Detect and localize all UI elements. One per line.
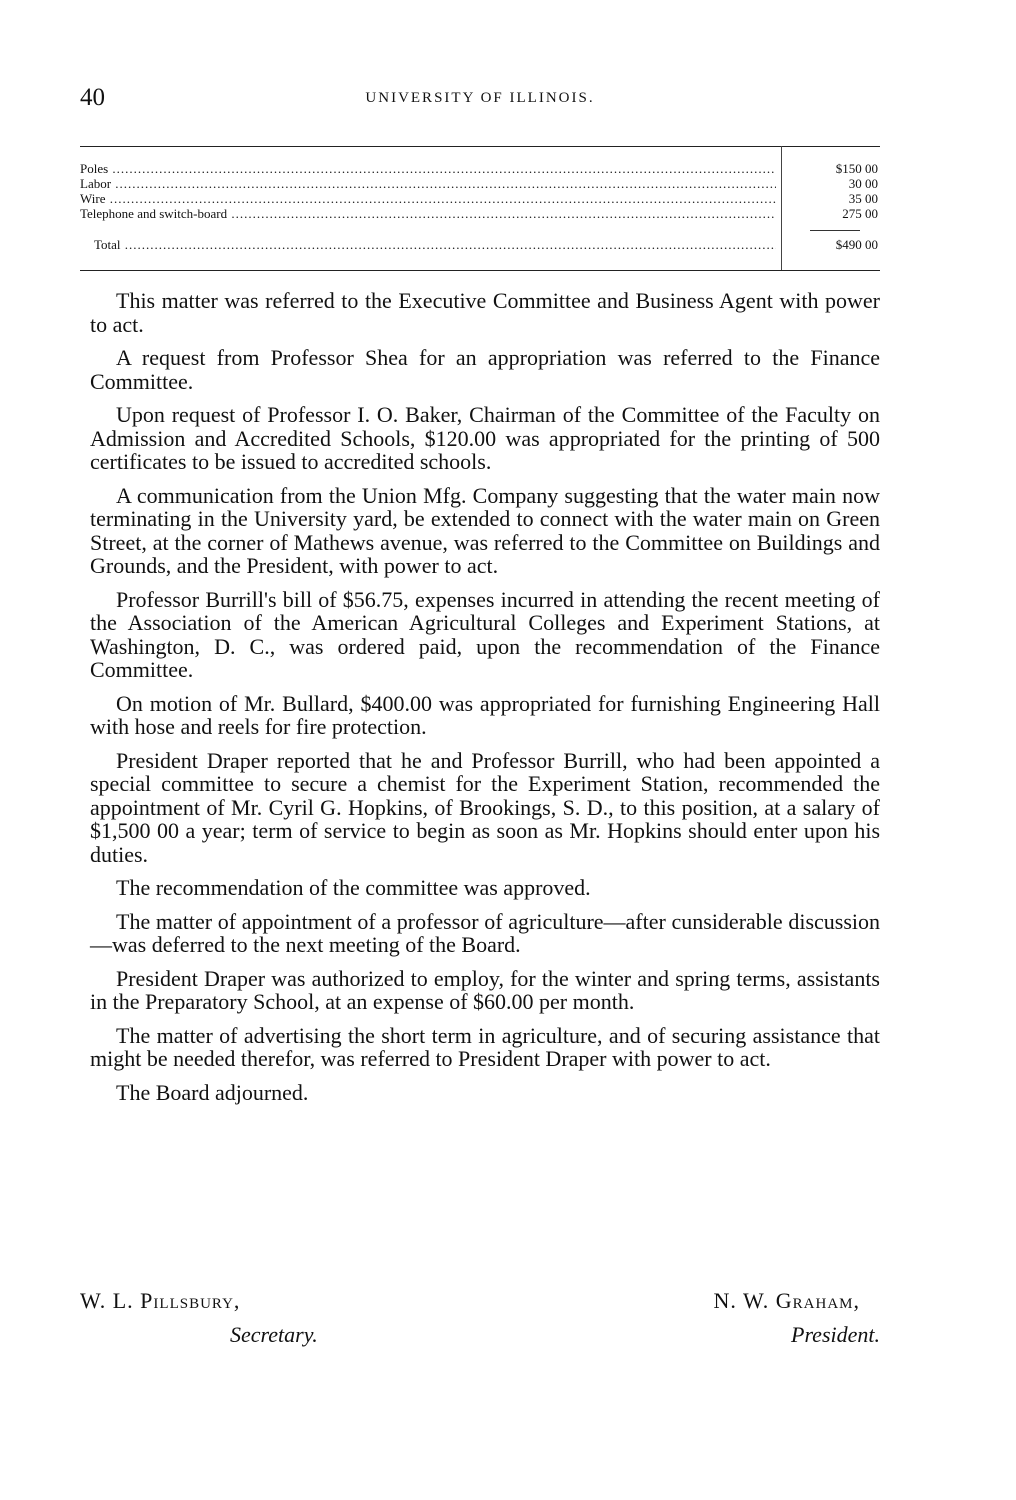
row-amount: 275 00 bbox=[842, 206, 878, 221]
table-bottom-rule bbox=[80, 270, 880, 271]
table-top-rule bbox=[80, 146, 880, 147]
paragraph: The matter of appointment of a professor of agriculture—after cunsiderable discussion—was deferred to the next meeting of the Board. bbox=[90, 908, 880, 957]
row-label: Wire ..... bbox=[80, 192, 776, 206]
paragraph: On motion of Mr. Bullard, $400.00 was appropriated for furnishing Engineering Hall with hose and reels for fire protection. bbox=[90, 690, 880, 739]
paragraph: Upon request of Professor I. O. Baker, Chairman of the Committee of the Faculty on Admission and Accredited Schools, $120.00 was appropriated for the printing of 500 certificates to be issued to accredited schools. bbox=[90, 402, 880, 474]
table-row bbox=[80, 177, 880, 191]
row-label: Labor ..... bbox=[80, 177, 776, 191]
secretary-name: W. L. Pillsbury, bbox=[80, 1288, 241, 1313]
paragraph: President Draper was authorized to employ, for the winter and spring terms, assistants in the Preparatory School, at an expense of $60.00 per month. bbox=[90, 965, 880, 1014]
row-amount: $150 00 bbox=[835, 161, 878, 176]
paragraph: This matter was referred to the Executive Committee and Business Agent with power to act. bbox=[90, 288, 880, 337]
table-row bbox=[80, 207, 880, 221]
president-signature bbox=[713, 1288, 880, 1348]
row-amount: 35 00 bbox=[848, 191, 878, 206]
paragraph: The matter of advertising the short term in agriculture, and of securing assistance that might be needed therefor, was referred to President Draper with power to act. bbox=[90, 1022, 880, 1071]
paragraph: The Board adjourned. bbox=[116, 1079, 309, 1105]
president-title: President. bbox=[791, 1322, 880, 1347]
expense-table bbox=[80, 146, 880, 272]
president-name: N. W. Graham, bbox=[713, 1288, 860, 1313]
row-amount: 30 00 bbox=[848, 176, 878, 191]
total-row bbox=[80, 238, 880, 252]
paragraph: Professor Burrill's bill of $56.75, expenses incurred in attending the recent meeting of the Association of the American Agricultural Colleges and Experiment Stations, at Washington, D. C., was ordered paid, upon the recommendation of the Finance Committee. bbox=[90, 586, 880, 682]
running-title: UNIVERSITY OF ILLINOIS. bbox=[365, 90, 595, 106]
page-number: 40 bbox=[80, 84, 105, 111]
paragraph: A request from Professor Shea for an appropriation was referred to the Finance Committee. bbox=[90, 345, 880, 394]
row-label: Telephone and switch-board ..... bbox=[80, 207, 776, 221]
minutes-body bbox=[90, 289, 880, 1114]
table-row bbox=[80, 192, 880, 206]
signature-block bbox=[80, 1288, 880, 1358]
sum-rule bbox=[810, 230, 860, 231]
total-label: Total ..... bbox=[80, 238, 776, 252]
paragraph: President Draper reported that he and Professor Burrill, who had been appointed a special committee to secure a chemist for the Experiment Station, recommended the appointment of Mr. Cyril G. Hopkins, of Brookings, S. D., to this position, at a salary of $1,500 00 a year; term of service to begin as soon as Mr. Hopkins should enter upon his duties. bbox=[90, 747, 880, 867]
secretary-signature bbox=[80, 1288, 318, 1348]
row-label: Poles ..... bbox=[80, 162, 776, 176]
paragraph: A communication from the Union Mfg. Company suggesting that the water main now terminating in the University yard, be extended to connect with the water main on Green Street, at the corner of Mathews avenue, was referred to the Committee on Buildings and Grounds, and the President, with power to act. bbox=[90, 482, 880, 578]
total-amount: $490 00 bbox=[835, 237, 878, 252]
paragraph: The recommendation of the committee was approved. bbox=[116, 875, 591, 900]
running-head bbox=[80, 84, 880, 114]
secretary-title: Secretary. bbox=[230, 1322, 318, 1347]
table-row bbox=[80, 162, 880, 176]
